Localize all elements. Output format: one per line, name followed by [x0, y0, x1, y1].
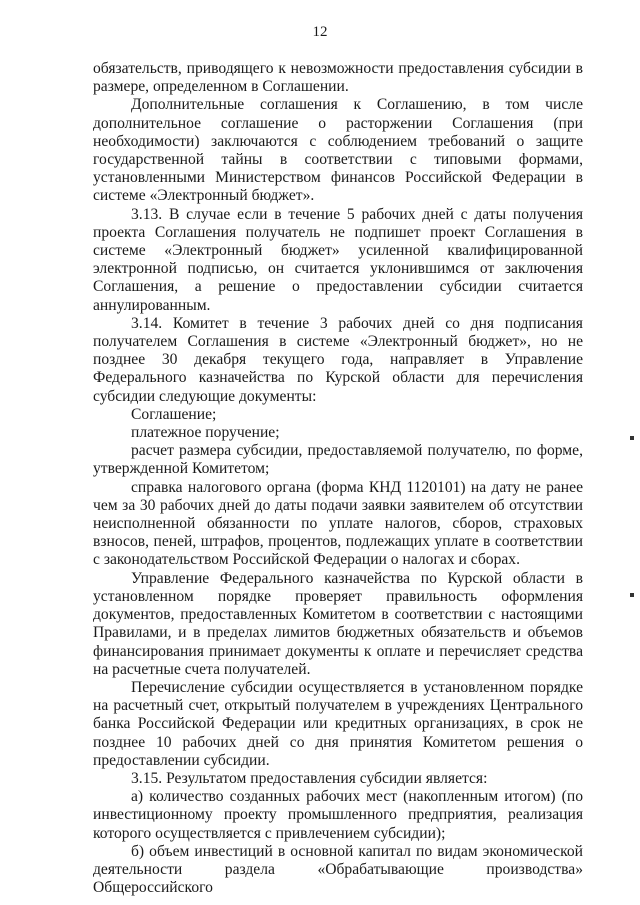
paragraph: Соглашение;: [131, 405, 217, 423]
paragraph: Перечисление субсидии осуществляется в установленном порядке на расчетный счет, открытый получателем в учреждениях Центрального банка Российской Федерации или кредитных организациях, в срок не позднее 10 рабочих дней со дня принятия Комитетом решения о предоставлении субсидии.: [93, 678, 583, 769]
paragraph: 3.14. Комитет в течение 3 рабочих дней со дня подписания получателем Соглашения в системе «Электронный бюджет», но не позднее 30 декабря текущего года, направляет в Управление Федерального казначейства по Курской области для перечисления субсидии следующие документы:: [93, 314, 583, 405]
paragraph: Управление Федерального казначейства по Курской области в установленном порядке проверяет правильность оформления документов, предоставленных Комитетом в соответствии с настоящими Правилами, и в пределах лимитов бюджетных обязательств и объемов финансирования принимает документы к оплате и перечисляет средства на расчетные счета получателей.: [93, 569, 583, 678]
document-body: [93, 60, 583, 897]
paragraph: расчет размера субсидии, предоставляемой получателю, по форме, утвержденной Комитетом;: [93, 442, 583, 478]
paragraph: 3.15. Результатом предоставления субсидии является:: [131, 769, 488, 787]
paragraph: Дополнительные соглашения к Соглашению, в том числе дополнительное соглашение о расторжении Соглашения (при необходимости) заключаются с соблюдением требований о защите государственной тайны в соответствии с типовыми формами, установленными Министерством финансов Российской Федерации в системе «Электронный бюджет».: [93, 96, 583, 205]
paragraph: а) количество созданных рабочих мест (накопленным итогом) (по инвестиционному проекту промышленного предприятия, реализация которого осуществляется с привлечением субсидии);: [93, 788, 583, 842]
page-number: 12: [312, 24, 328, 40]
paragraph: 3.13. В случае если в течение 5 рабочих дней с даты получения проекта Соглашения получатель не подпишет проект Соглашения в системе «Электронный бюджет» усиленной квалифицированной электронной подписью, он считается уклонившимся от заключения Соглашения, а решение о предоставлении субсидии считается аннулированным.: [93, 205, 583, 314]
paragraph: обязательств, приводящего к невозможности предоставления субсидии в размере, определенном в Соглашении.: [93, 60, 583, 96]
paragraph: б) объем инвестиций в основной капитал по видам экономической деятельности раздела «Обрабатывающие производства» Общероссийского: [93, 842, 583, 897]
scan-mark: [630, 593, 634, 597]
paragraph: справка налогового органа (форма КНД 1120101) на дату не ранее чем за 30 рабочих дней до даты подачи заявки заявителем об отсутствии неисполненной обязанности по уплате налогов, сборов, страховых взносов, пеней, штрафов, процентов, подлежащих уплате в соответствии с законодательством Российской Федерации о налогах и сборах.: [93, 478, 583, 569]
paragraph: платежное поручение;: [131, 424, 280, 442]
scan-mark: [630, 436, 634, 440]
